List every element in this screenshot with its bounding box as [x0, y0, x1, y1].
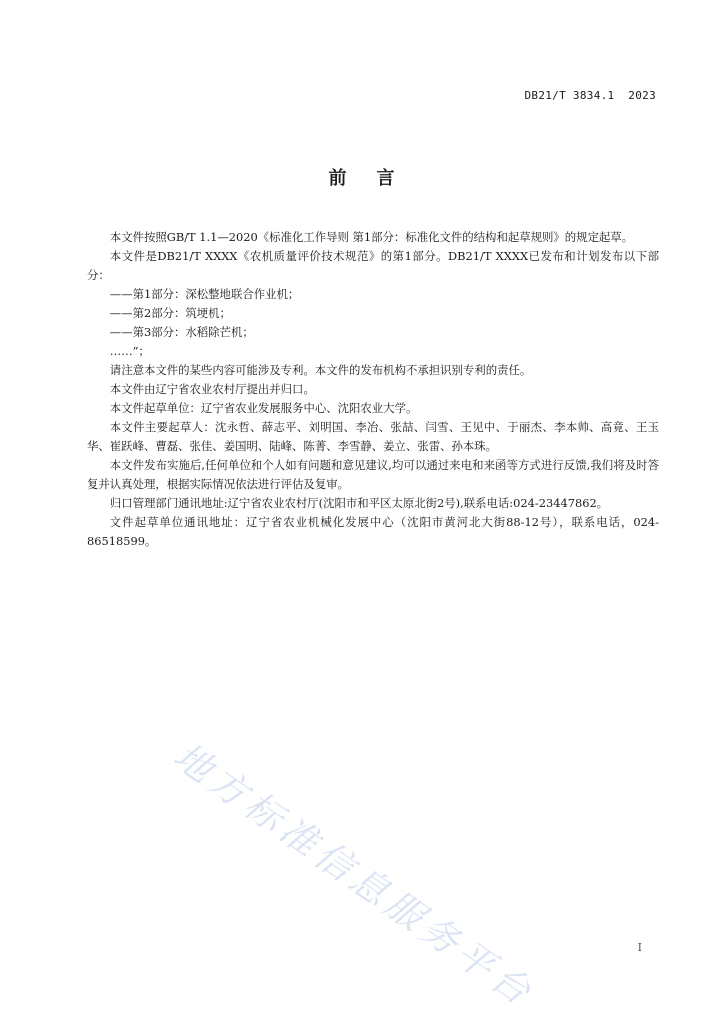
paragraph-admin-address: 归口管理部门通讯地址:辽宁省农业农村厅(沈阳市和平区太原北街2号),联系电话:024-23447862。: [109, 496, 609, 510]
paragraph-drafting-rules: 本文件按照GB/T 1.1—2020《标准化工作导则 第1部分：标准化文件的结构和起草规则》的规定起草。: [109, 230, 634, 244]
list-item: ……”；: [109, 344, 150, 358]
list-item: ——第1部分：深松整地联合作业机；: [109, 287, 300, 301]
page-title: 前 言: [328, 168, 396, 189]
paragraph-drafters: 本文件主要起草人：沈永哲、薛志平、刘明国、李冶、张喆、闫雪、王见中、于丽杰、李本帅、高竟、王玉华、崔跃峰、曹磊、张佳、姜国明、陆峰、陈菁、李雪静、姜立、张雷、孙本珠。: [87, 420, 659, 453]
paragraph-document-parts: 本文件是DB21/T XXXX《农机质量评价技术规范》的第1部分。DB21/T XXXX已发布和计划发布以下部分：: [87, 249, 659, 282]
document-code: DB21/T 3834.1 2023: [524, 89, 656, 102]
watermark-text: 地方标准信息服务平台: [165, 734, 543, 1017]
paragraph-drafting-units: 本文件起草单位：辽宁省农业发展服务中心、沈阳农业大学。: [109, 401, 418, 415]
list-item: ——第3部分：水稻除芒机；: [109, 325, 254, 339]
list-item: ——第2部分：筑埂机；: [109, 306, 231, 320]
paragraph-feedback: 本文件发布实施后,任何单位和个人如有问题和意见建议,均可以通过来电和来函等方式进行反馈,我们将及时答复并认真处理，根据实际情况依法进行评估及复审。: [87, 458, 659, 491]
paragraph-proposer: 本文件由辽宁省农业农村厅提出并归口。: [109, 382, 315, 396]
paragraph-patent-notice: 请注意本文件的某些内容可能涉及专利。本文件的发布机构不承担识别专利的责任。: [109, 363, 532, 377]
foreword-body: [87, 228, 659, 551]
page-number: I: [637, 941, 642, 954]
paragraph-drafter-address: 文件起草单位通讯地址：辽宁省农业机械化发展中心（沈阳市黄河北大街88-12号），联系电话，024-86518599。: [87, 515, 659, 548]
